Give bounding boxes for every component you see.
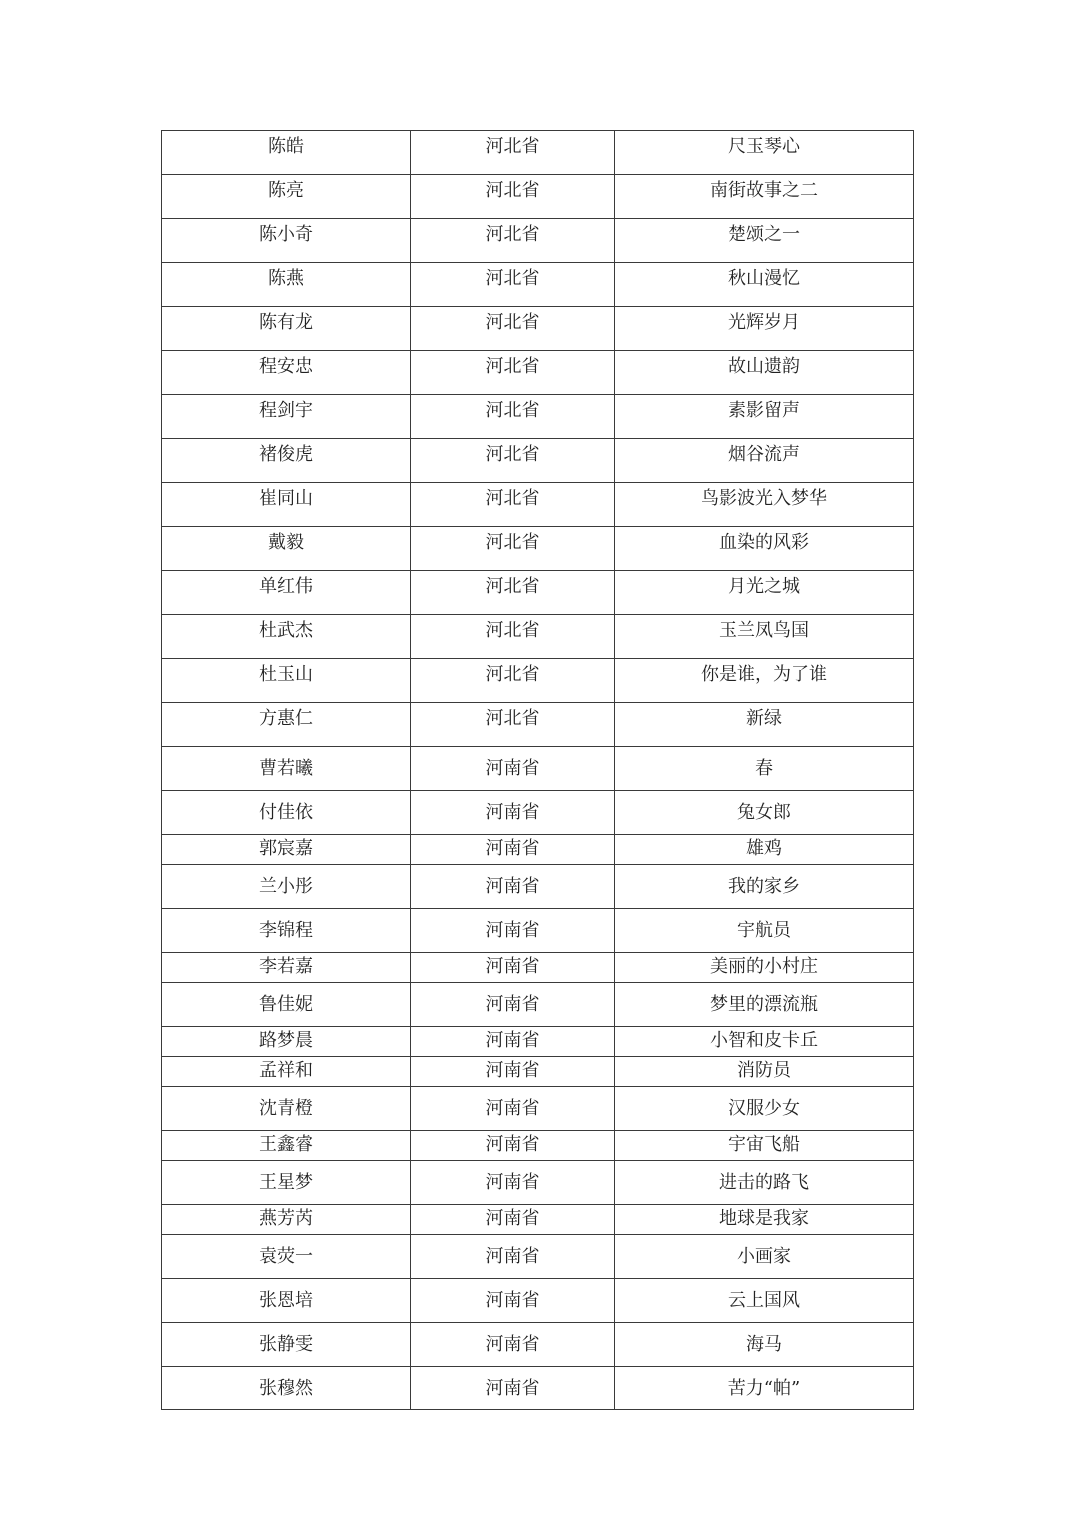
name-cell bbox=[162, 263, 411, 307]
province-cell-text: 河南省 bbox=[485, 1098, 540, 1119]
province-cell bbox=[411, 703, 615, 747]
name-cell bbox=[162, 1235, 411, 1279]
work-cell bbox=[615, 351, 914, 395]
name-cell-text: 陈燕 bbox=[268, 268, 304, 289]
province-cell bbox=[411, 1131, 615, 1161]
name-cell-text: 王鑫睿 bbox=[259, 1134, 313, 1155]
name-cell bbox=[162, 175, 411, 219]
province-cell bbox=[411, 395, 615, 439]
name-cell-text: 张恩培 bbox=[259, 1290, 313, 1311]
table-row bbox=[162, 983, 914, 1027]
province-cell bbox=[411, 747, 615, 791]
work-cell-text: 光辉岁月 bbox=[728, 312, 800, 333]
work-cell bbox=[615, 395, 914, 439]
province-cell bbox=[411, 1027, 615, 1057]
work-cell-text: 海马 bbox=[746, 1334, 782, 1355]
province-cell-text: 河北省 bbox=[485, 180, 540, 201]
province-cell-text: 河北省 bbox=[485, 708, 540, 729]
name-cell bbox=[162, 1087, 411, 1131]
table-row bbox=[162, 1205, 914, 1235]
name-cell bbox=[162, 131, 411, 175]
name-cell bbox=[162, 1205, 411, 1235]
province-cell bbox=[411, 1235, 615, 1279]
work-cell bbox=[615, 571, 914, 615]
work-cell bbox=[615, 1161, 914, 1205]
table-row bbox=[162, 865, 914, 909]
name-cell-text: 褚俊虎 bbox=[259, 444, 313, 465]
work-cell-text: 你是谁，为了谁 bbox=[701, 664, 827, 685]
table-row bbox=[162, 1279, 914, 1323]
province-cell bbox=[411, 263, 615, 307]
name-cell-text: 程剑宇 bbox=[259, 400, 313, 421]
name-cell bbox=[162, 395, 411, 439]
table-row bbox=[162, 1235, 914, 1279]
name-cell-text: 路梦晨 bbox=[259, 1030, 313, 1051]
work-cell-text: 玉兰凤鸟国 bbox=[719, 620, 809, 641]
work-cell bbox=[615, 1323, 914, 1367]
province-cell-text: 河北省 bbox=[485, 488, 540, 509]
name-cell-text: 沈青橙 bbox=[259, 1098, 313, 1119]
work-cell-text: 烟谷流声 bbox=[728, 444, 800, 465]
name-cell bbox=[162, 483, 411, 527]
work-cell bbox=[615, 791, 914, 835]
table-row bbox=[162, 909, 914, 953]
province-cell bbox=[411, 909, 615, 953]
province-cell bbox=[411, 1367, 615, 1410]
work-cell bbox=[615, 1205, 914, 1235]
name-cell-text: 郭宸嘉 bbox=[259, 838, 313, 859]
table-row bbox=[162, 791, 914, 835]
work-cell bbox=[615, 615, 914, 659]
table-row bbox=[162, 307, 914, 351]
name-cell-text: 鲁佳妮 bbox=[259, 994, 313, 1015]
table-row bbox=[162, 835, 914, 865]
table-row bbox=[162, 703, 914, 747]
province-cell bbox=[411, 483, 615, 527]
province-cell-text: 河北省 bbox=[485, 224, 540, 245]
table-row bbox=[162, 263, 914, 307]
name-cell-text: 陈皓 bbox=[268, 136, 304, 157]
name-cell bbox=[162, 615, 411, 659]
work-cell-text: 我的家乡 bbox=[728, 876, 800, 897]
work-cell-text: 云上国风 bbox=[728, 1290, 800, 1311]
province-cell bbox=[411, 1323, 615, 1367]
province-cell-text: 河北省 bbox=[485, 444, 540, 465]
work-cell-text: 春 bbox=[755, 758, 773, 779]
name-cell-text: 戴毅 bbox=[268, 532, 304, 553]
work-cell-text: 小画家 bbox=[737, 1246, 791, 1267]
name-cell bbox=[162, 1279, 411, 1323]
name-cell-text: 袁荧一 bbox=[259, 1246, 313, 1267]
table-row bbox=[162, 1367, 914, 1410]
table-row bbox=[162, 659, 914, 703]
table-row bbox=[162, 439, 914, 483]
province-cell-text: 河北省 bbox=[485, 356, 540, 377]
name-cell-text: 孟祥和 bbox=[259, 1060, 313, 1081]
work-cell bbox=[615, 747, 914, 791]
table-row bbox=[162, 219, 914, 263]
work-cell bbox=[615, 1057, 914, 1087]
table-row bbox=[162, 175, 914, 219]
province-cell bbox=[411, 1087, 615, 1131]
work-cell-text: 楚颂之一 bbox=[728, 224, 800, 245]
work-cell bbox=[615, 439, 914, 483]
work-cell bbox=[615, 219, 914, 263]
table-row bbox=[162, 351, 914, 395]
province-cell bbox=[411, 615, 615, 659]
province-cell bbox=[411, 953, 615, 983]
table-row bbox=[162, 483, 914, 527]
province-cell-text: 河南省 bbox=[485, 1060, 540, 1081]
province-cell-text: 河北省 bbox=[485, 400, 540, 421]
name-cell bbox=[162, 527, 411, 571]
name-cell-text: 曹若曦 bbox=[259, 758, 313, 779]
province-cell bbox=[411, 659, 615, 703]
name-cell-text: 方惠仁 bbox=[259, 708, 313, 729]
province-cell-text: 河南省 bbox=[485, 758, 540, 779]
work-cell bbox=[615, 703, 914, 747]
province-cell-text: 河南省 bbox=[485, 1246, 540, 1267]
work-cell bbox=[615, 909, 914, 953]
province-cell bbox=[411, 983, 615, 1027]
work-cell-text: 血染的风彩 bbox=[719, 532, 809, 553]
table-row bbox=[162, 1323, 914, 1367]
work-cell bbox=[615, 659, 914, 703]
province-cell bbox=[411, 1161, 615, 1205]
province-cell bbox=[411, 219, 615, 263]
work-cell-text: 雄鸡 bbox=[746, 838, 782, 859]
table-row bbox=[162, 1087, 914, 1131]
name-cell-text: 王星梦 bbox=[259, 1172, 313, 1193]
province-cell bbox=[411, 1205, 615, 1235]
province-cell bbox=[411, 175, 615, 219]
work-cell-text: 南街故事之二 bbox=[710, 180, 818, 201]
name-cell bbox=[162, 351, 411, 395]
province-cell bbox=[411, 131, 615, 175]
name-cell-text: 陈有龙 bbox=[259, 312, 313, 333]
awardee-table bbox=[161, 130, 914, 1410]
table-row bbox=[162, 527, 914, 571]
province-cell-text: 河北省 bbox=[485, 268, 540, 289]
name-cell-text: 程安忠 bbox=[259, 356, 313, 377]
province-cell bbox=[411, 791, 615, 835]
work-cell-text: 宇宙飞船 bbox=[728, 1134, 800, 1155]
work-cell bbox=[615, 1087, 914, 1131]
work-cell bbox=[615, 983, 914, 1027]
name-cell-text: 陈亮 bbox=[268, 180, 304, 201]
work-cell bbox=[615, 1279, 914, 1323]
name-cell-text: 张穆然 bbox=[259, 1378, 313, 1399]
province-cell bbox=[411, 439, 615, 483]
work-cell bbox=[615, 1131, 914, 1161]
name-cell bbox=[162, 1027, 411, 1057]
name-cell-text: 李若嘉 bbox=[259, 956, 313, 977]
province-cell-text: 河南省 bbox=[485, 1290, 540, 1311]
province-cell-text: 河南省 bbox=[485, 802, 540, 823]
work-cell-text: 新绿 bbox=[746, 708, 782, 729]
work-cell bbox=[615, 835, 914, 865]
name-cell-text: 陈小奇 bbox=[259, 224, 313, 245]
name-cell bbox=[162, 439, 411, 483]
province-cell-text: 河北省 bbox=[485, 576, 540, 597]
name-cell bbox=[162, 1367, 411, 1410]
name-cell-text: 杜武杰 bbox=[259, 620, 313, 641]
table-row bbox=[162, 131, 914, 175]
work-cell-text: 地球是我家 bbox=[719, 1208, 809, 1229]
work-cell-text: 月光之城 bbox=[728, 576, 800, 597]
province-cell bbox=[411, 307, 615, 351]
province-cell-text: 河北省 bbox=[485, 312, 540, 333]
name-cell bbox=[162, 1057, 411, 1087]
work-cell-text: 小智和皮卡丘 bbox=[710, 1030, 818, 1051]
work-cell-text: 鸟影波光入梦华 bbox=[701, 488, 827, 509]
table-row bbox=[162, 953, 914, 983]
province-cell bbox=[411, 527, 615, 571]
province-cell-text: 河北省 bbox=[485, 620, 540, 641]
name-cell bbox=[162, 865, 411, 909]
province-cell-text: 河南省 bbox=[485, 1334, 540, 1355]
work-cell bbox=[615, 527, 914, 571]
name-cell bbox=[162, 1131, 411, 1161]
province-cell-text: 河南省 bbox=[485, 1172, 540, 1193]
province-cell-text: 河南省 bbox=[485, 1134, 540, 1155]
province-cell-text: 河南省 bbox=[485, 920, 540, 941]
table-row bbox=[162, 571, 914, 615]
table-row bbox=[162, 615, 914, 659]
work-cell bbox=[615, 307, 914, 351]
table-row bbox=[162, 395, 914, 439]
name-cell-text: 兰小彤 bbox=[259, 876, 313, 897]
work-cell bbox=[615, 483, 914, 527]
name-cell bbox=[162, 307, 411, 351]
work-cell-text: 进击的路飞 bbox=[719, 1172, 809, 1193]
work-cell bbox=[615, 1367, 914, 1410]
work-cell-text: 尺玉琴心 bbox=[728, 136, 800, 157]
name-cell bbox=[162, 1161, 411, 1205]
work-cell-text: 故山遗韵 bbox=[728, 356, 800, 377]
name-cell-text: 燕芳芮 bbox=[259, 1208, 313, 1229]
work-cell bbox=[615, 1027, 914, 1057]
name-cell bbox=[162, 909, 411, 953]
work-cell bbox=[615, 263, 914, 307]
name-cell-text: 付佳依 bbox=[259, 802, 313, 823]
province-cell bbox=[411, 835, 615, 865]
province-cell-text: 河南省 bbox=[485, 838, 540, 859]
province-cell-text: 河南省 bbox=[485, 876, 540, 897]
name-cell bbox=[162, 835, 411, 865]
work-cell bbox=[615, 865, 914, 909]
province-cell-text: 河北省 bbox=[485, 664, 540, 685]
work-cell-text: 秋山漫忆 bbox=[728, 268, 800, 289]
province-cell bbox=[411, 351, 615, 395]
work-cell-text: 美丽的小村庄 bbox=[710, 956, 818, 977]
work-cell-text: 汉服少女 bbox=[728, 1098, 800, 1119]
table-row bbox=[162, 1057, 914, 1087]
province-cell-text: 河南省 bbox=[485, 994, 540, 1015]
name-cell bbox=[162, 571, 411, 615]
table-row bbox=[162, 1161, 914, 1205]
table-row bbox=[162, 747, 914, 791]
table-body bbox=[162, 131, 914, 1410]
name-cell-text: 李锦程 bbox=[259, 920, 313, 941]
name-cell-text: 单红伟 bbox=[259, 576, 313, 597]
work-cell-text: 消防员 bbox=[737, 1060, 791, 1081]
work-cell bbox=[615, 131, 914, 175]
name-cell bbox=[162, 953, 411, 983]
province-cell-text: 河北省 bbox=[485, 136, 540, 157]
province-cell-text: 河南省 bbox=[485, 1208, 540, 1229]
province-cell-text: 河南省 bbox=[485, 956, 540, 977]
work-cell-text: 兔女郎 bbox=[737, 802, 791, 823]
work-cell bbox=[615, 175, 914, 219]
name-cell bbox=[162, 747, 411, 791]
name-cell bbox=[162, 659, 411, 703]
province-cell-text: 河南省 bbox=[485, 1378, 540, 1399]
province-cell bbox=[411, 1057, 615, 1087]
work-cell bbox=[615, 953, 914, 983]
province-cell bbox=[411, 1279, 615, 1323]
work-cell-text: 苦力“帕” bbox=[727, 1378, 801, 1399]
work-cell-text: 素影留声 bbox=[728, 400, 800, 421]
name-cell-text: 崔同山 bbox=[259, 488, 313, 509]
name-cell bbox=[162, 703, 411, 747]
province-cell-text: 河南省 bbox=[485, 1030, 540, 1051]
name-cell-text: 杜玉山 bbox=[259, 664, 313, 685]
table-row bbox=[162, 1027, 914, 1057]
name-cell bbox=[162, 983, 411, 1027]
work-cell-text: 宇航员 bbox=[737, 920, 791, 941]
province-cell-text: 河北省 bbox=[485, 532, 540, 553]
province-cell bbox=[411, 571, 615, 615]
name-cell bbox=[162, 791, 411, 835]
table-row bbox=[162, 1131, 914, 1161]
work-cell-text: 梦里的漂流瓶 bbox=[710, 994, 818, 1015]
work-cell bbox=[615, 1235, 914, 1279]
name-cell-text: 张静雯 bbox=[259, 1334, 313, 1355]
name-cell bbox=[162, 1323, 411, 1367]
province-cell bbox=[411, 865, 615, 909]
name-cell bbox=[162, 219, 411, 263]
